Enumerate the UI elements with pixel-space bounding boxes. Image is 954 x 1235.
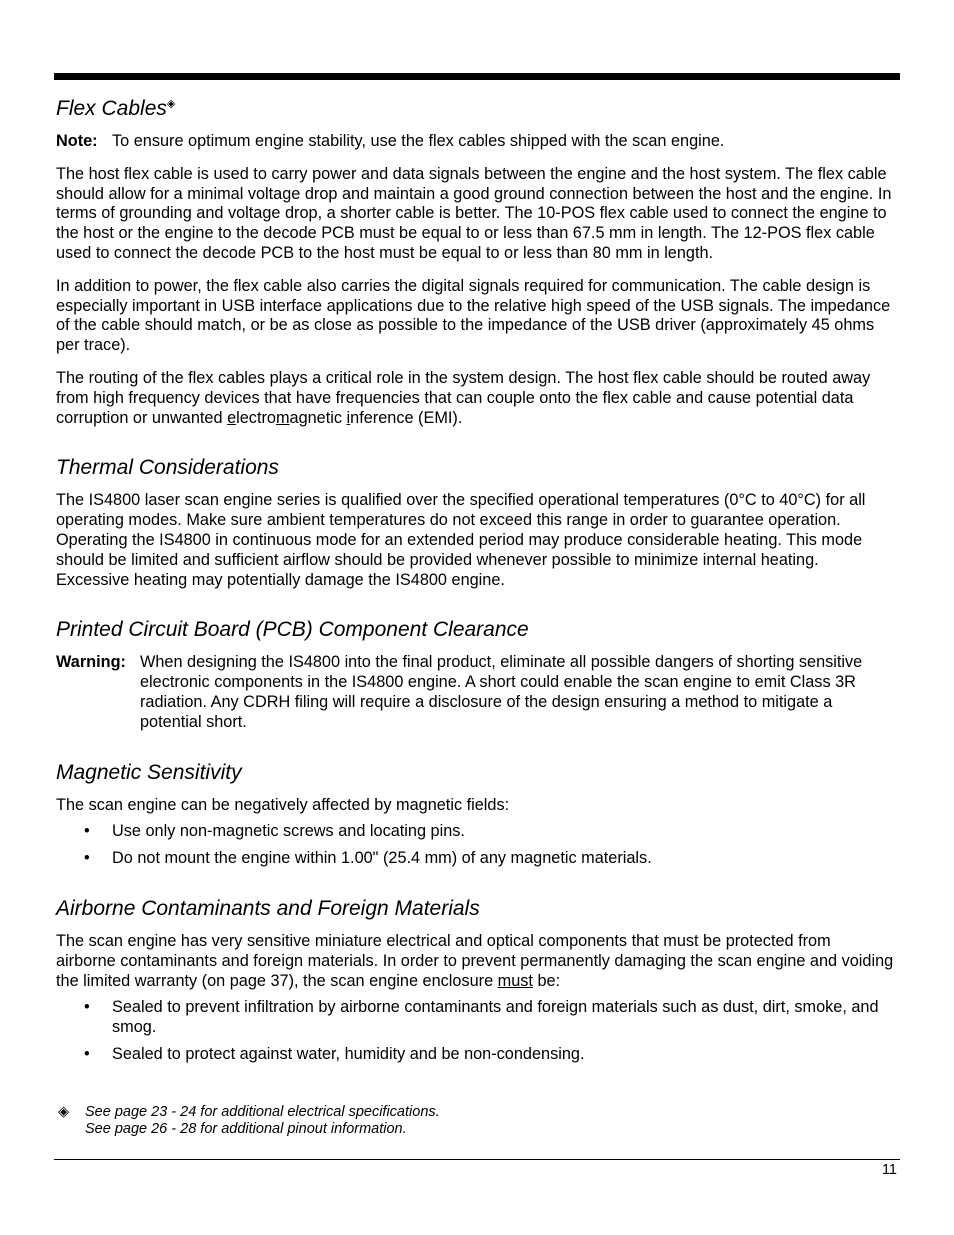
list-item-text: Sealed to protect against water, humidity and be non-condensing. xyxy=(112,1044,585,1063)
warning-text: When designing the IS4800 into the final product, eliminate all possible dangers of shorting sensitive electronic components in the IS4800 engine. A short could enable the scan engine to emit Class 3R radiation. Any CDRH filing will require a disclosure of the design ensuring a method to mitigate a potential short. xyxy=(140,653,863,731)
warning-label: Warning: xyxy=(56,653,126,672)
footnote-line-1: See page 23 - 24 for additional electrical specifications. xyxy=(85,1104,440,1120)
list-item xyxy=(56,998,894,1038)
list-item-text: Sealed to prevent infiltration by airborne contaminants and foreign materials such as dust, dirt, smoke, and smog. xyxy=(112,998,879,1037)
note-label: Note: xyxy=(56,132,98,150)
airborne-intro-text: The scan engine has very sensitive miniature electrical and optical components that must be protected from airborne contaminants and foreign materials. In order to prevent permanently damaging the scan engine and voiding the limited warranty (on page 37), the scan engine enclosure xyxy=(56,931,894,990)
heading-airborne: Airborne Contaminants and Foreign Materials xyxy=(56,896,480,920)
list-item xyxy=(56,822,894,842)
underline-i: i xyxy=(346,408,351,427)
underline-must: must xyxy=(497,971,533,990)
footnote-spacer xyxy=(58,1121,85,1138)
warning-block xyxy=(56,653,894,732)
footnote-symbol-icon: ◈ xyxy=(58,1104,70,1120)
underline-e: e xyxy=(227,408,237,427)
flex-p3-end: nference (EMI). xyxy=(350,408,463,427)
page-content xyxy=(56,96,894,1072)
heading-thermal: Thermal Considerations xyxy=(56,456,279,480)
underline-m: m xyxy=(275,408,290,427)
airborne-intro xyxy=(56,932,894,991)
flex-paragraph-1: The host flex cable is used to carry power and data signals between the engine and the host system. The flex cable should allow for a minimal voltage drop and maintain a good ground connection between the host and the engine. In terms of grounding and voltage drop, a shorter cable is better. The 10-POS flex cable used to connect the engine to the host or the engine to the decode PCB must be equal to or less than 67.5 mm in length. The 12-POS flex cable used to connect the decode PCB to the host must be equal to or less than 80 mm in length. xyxy=(56,164,892,262)
airborne-intro-end: be: xyxy=(532,971,561,990)
flex-paragraph-3 xyxy=(56,369,894,428)
footnote-mark-icon: ◈ xyxy=(166,98,176,110)
flex-p3-lectro: lectro xyxy=(236,408,276,427)
footnote-row-2 xyxy=(58,1121,878,1138)
list-item-text: Do not mount the engine within 1.00" (25.4 mm) of any magnetic materials. xyxy=(112,849,652,868)
heading-pcb-clearance: Printed Circuit Board (PCB) Component Clearance xyxy=(56,618,529,642)
airborne-list xyxy=(56,998,894,1064)
page-number: 11 xyxy=(881,1162,897,1178)
header-rule xyxy=(54,73,900,80)
footnote xyxy=(58,1104,878,1138)
list-item-text: Use only non-magnetic screws and locating pins. xyxy=(112,822,465,841)
magnetic-list xyxy=(56,822,894,869)
magnetic-intro: The scan engine can be negatively affected by magnetic fields: xyxy=(56,795,510,814)
bullet-icon: • xyxy=(84,998,90,1017)
list-item xyxy=(56,1045,894,1065)
heading-magnetic: Magnetic Sensitivity xyxy=(56,760,242,784)
bullet-icon: • xyxy=(84,849,90,868)
bullet-icon: • xyxy=(84,822,90,841)
thermal-paragraph: The IS4800 laser scan engine series is qualified over the specified operational temperatures (0°C to 40°C) for all operating modes. Make sure ambient temperatures do not exceed this range in order to guarantee operation. Operating the IS4800 in continuous mode for an extended period may produce considerable heating. This mode should be limited and sufficient airflow should be provided whenever possible to minimize internal heating. Excessive heating may potentially damage the IS4800 engine. xyxy=(56,491,866,589)
footnote-line-2: See page 26 - 28 for additional pinout information. xyxy=(85,1121,407,1137)
list-item xyxy=(56,849,894,869)
note-text: To ensure optimum engine stability, use the flex cables shipped with the scan engine. xyxy=(112,132,725,150)
heading-flex-cables xyxy=(56,96,894,122)
bullet-icon: • xyxy=(84,1044,90,1063)
flex-p3-text: The routing of the flex cables plays a critical role in the system design. The host flex cable should be routed away from high frequency devices that have frequencies that can couple onto the flex cable and cause potential data corruption or unwanted xyxy=(56,368,871,427)
note-paragraph xyxy=(56,132,894,152)
flex-paragraph-2: In addition to power, the flex cable also carries the digital signals required for communication. The cable design is especially important in USB interface applications due to the relative high speed of the USB signals. The impedance of the cable should match, or be as close as possible to the impedance of the USB driver (approximately 45 ohms per trace). xyxy=(56,276,891,355)
footnote-row-1 xyxy=(58,1104,878,1121)
footer-rule xyxy=(54,1159,900,1160)
flex-p3-agnetic: agnetic xyxy=(289,408,347,427)
heading-flex-cables-text: Flex Cables xyxy=(56,97,167,120)
